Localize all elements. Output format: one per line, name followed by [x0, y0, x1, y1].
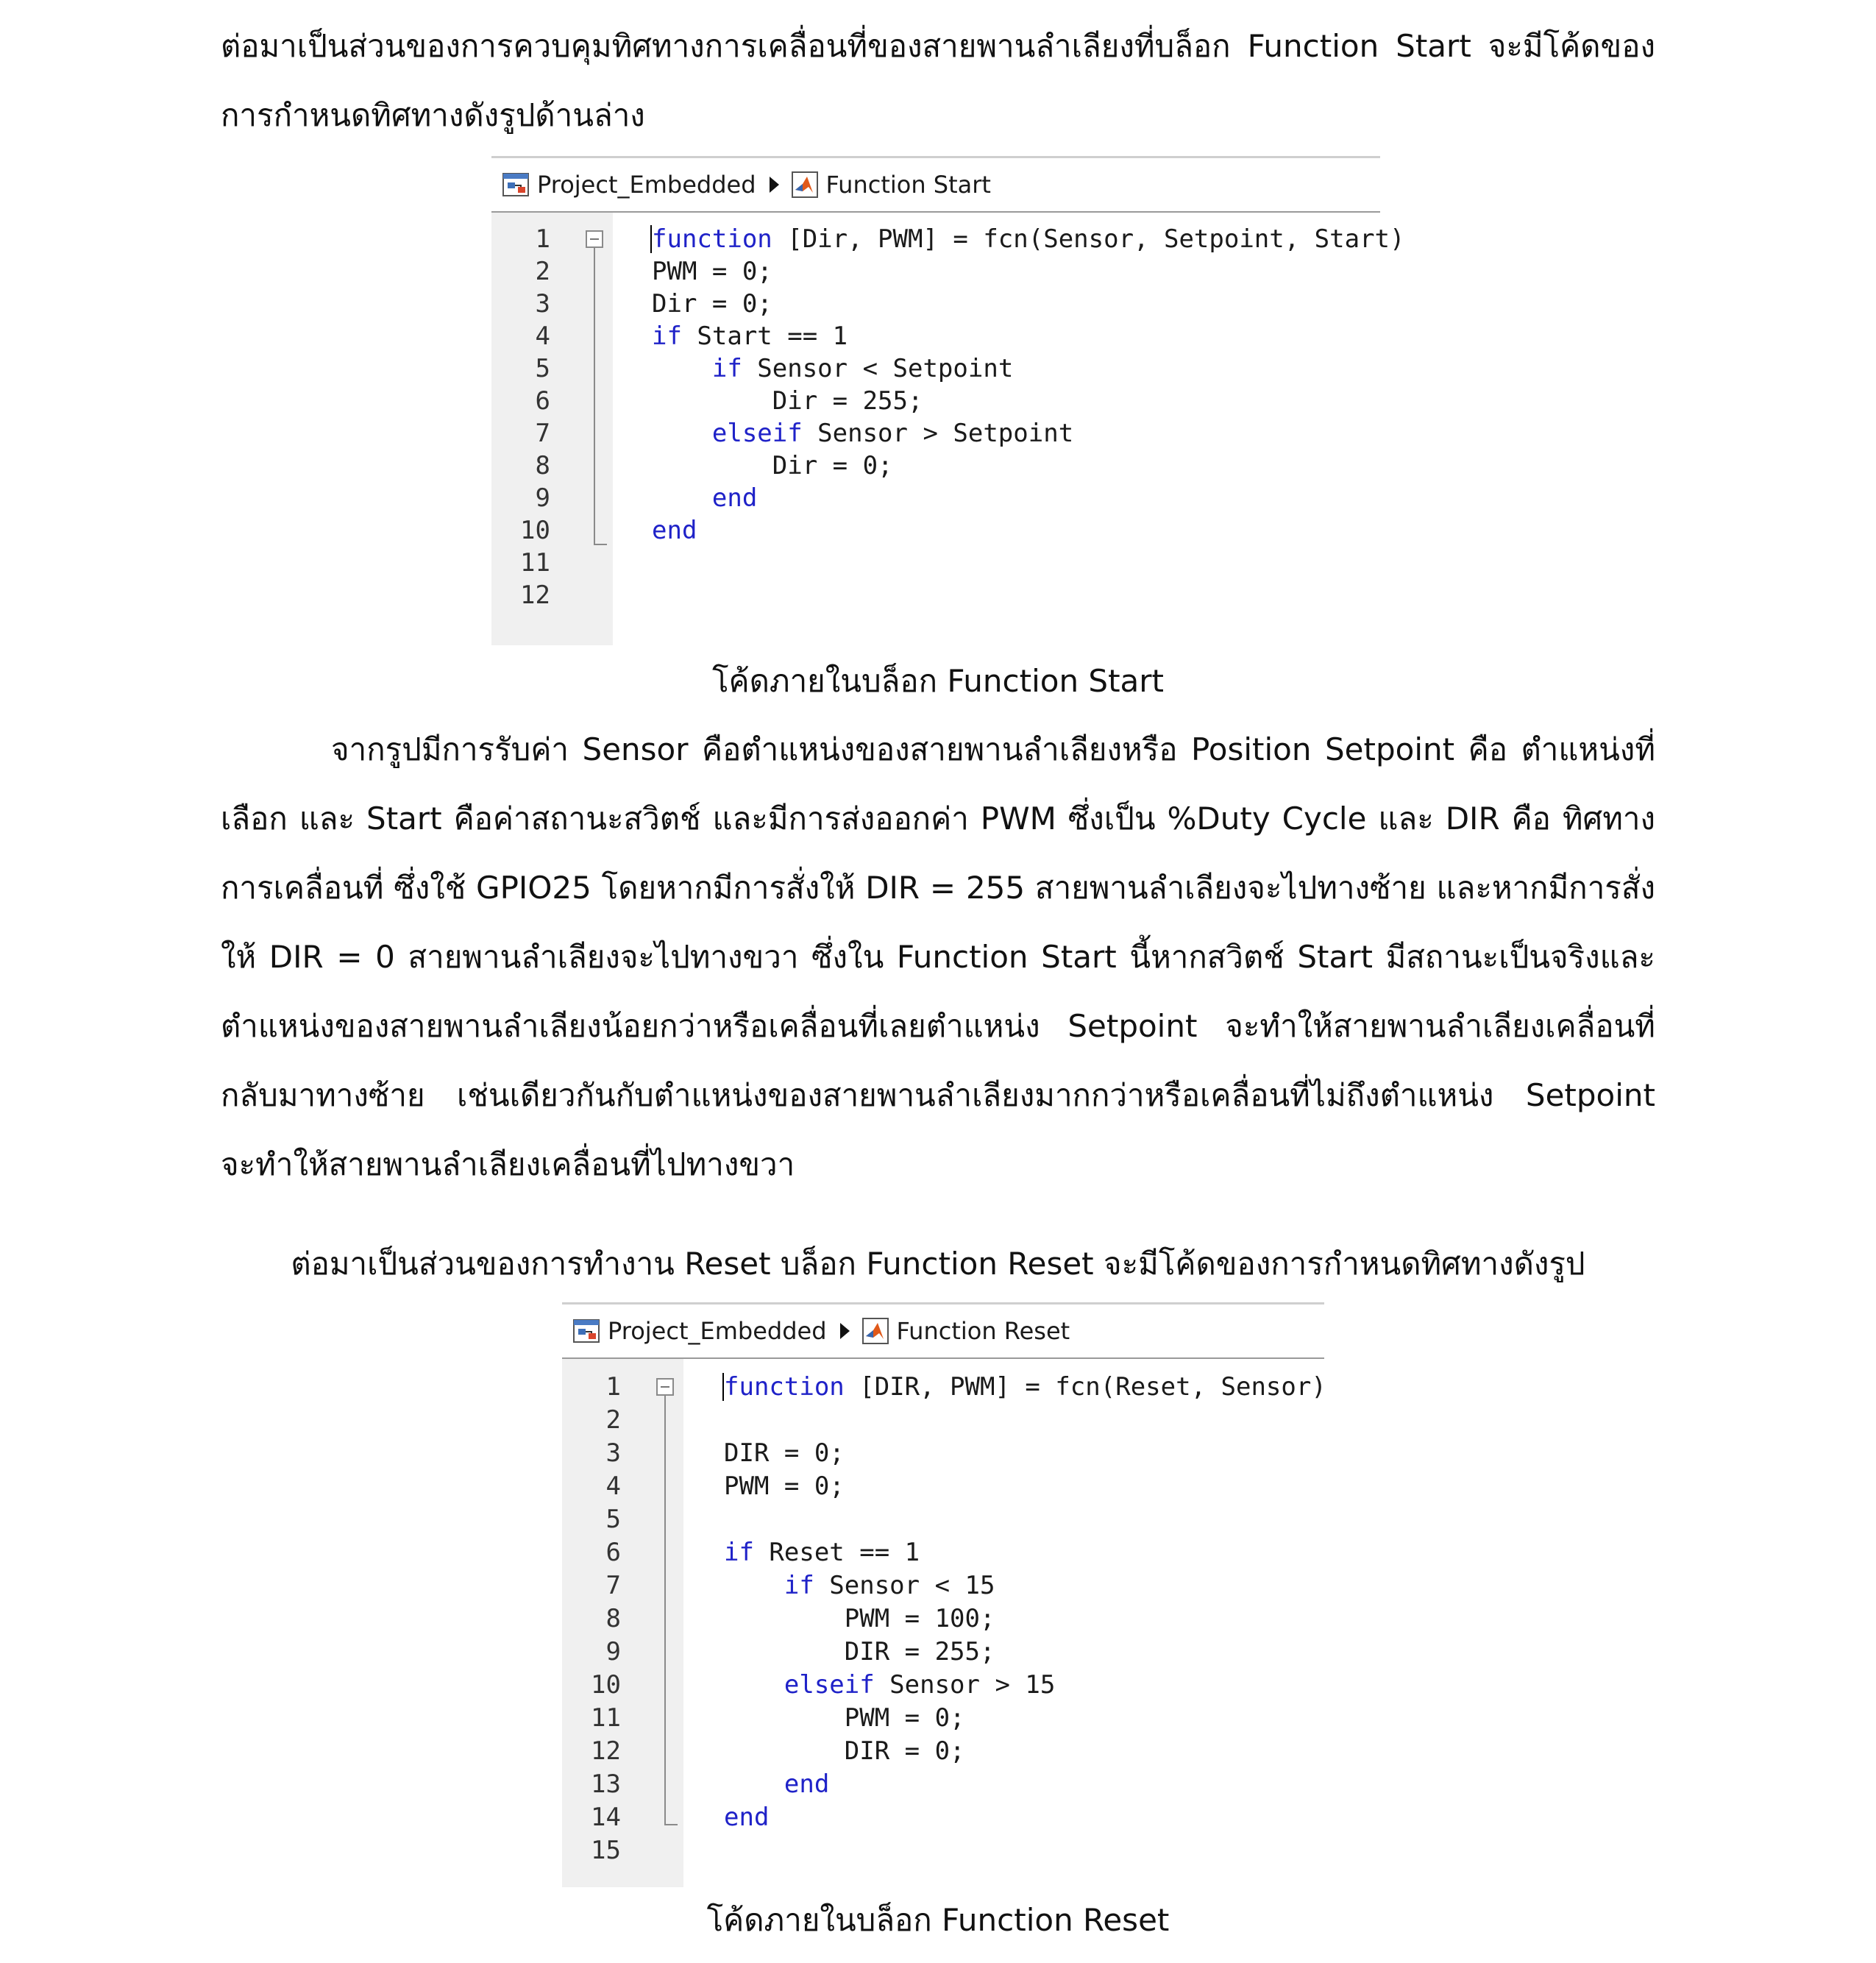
code-line[interactable] [562, 1569, 1324, 1602]
code-text [724, 1702, 965, 1734]
code-line[interactable] [491, 223, 1405, 255]
line-number: 7 [535, 419, 550, 448]
code-keyword: elseif [652, 419, 803, 448]
code-line[interactable] [491, 288, 1380, 320]
line-number: 3 [605, 1438, 621, 1468]
caption-function-reset: โค้ดภายในบล็อก Function Reset [706, 1902, 1170, 1938]
code-line[interactable] [562, 1801, 1324, 1834]
code-line[interactable] [562, 1669, 1324, 1701]
text-cursor [722, 1373, 724, 1401]
code-editor-function-start [491, 156, 1405, 645]
line-number: 1 [535, 224, 550, 254]
line-number: 5 [535, 354, 550, 383]
code-line[interactable] [491, 352, 1380, 385]
code-line[interactable] [491, 579, 1380, 611]
code-line[interactable] [562, 1834, 1324, 1867]
code-rest: DIR = 0; [724, 1438, 845, 1468]
breadcrumb-arrow-icon [770, 177, 779, 193]
code-keyword: end [724, 1769, 830, 1799]
code-area[interactable] [491, 213, 1405, 645]
code-keyword: end [724, 1803, 770, 1832]
breadcrumb-block-label: Function Reset [896, 1317, 1070, 1345]
code-keyword: if [724, 1538, 754, 1567]
code-text [652, 417, 1073, 450]
code-keyword: end [652, 516, 697, 545]
editor-breadcrumb [562, 1302, 1324, 1359]
code-line[interactable] [562, 1503, 1324, 1536]
code-keyword: function [724, 1372, 845, 1402]
code-line[interactable] [562, 1536, 1324, 1569]
line-number: 8 [535, 451, 550, 480]
line-number: 9 [605, 1637, 621, 1666]
code-line[interactable] [491, 514, 1380, 547]
line-number: 4 [535, 322, 550, 351]
code-rest: PWM = 0; [724, 1703, 965, 1733]
line-number: 7 [605, 1571, 621, 1600]
line-number: 13 [591, 1769, 621, 1799]
code-keyword: function [652, 224, 772, 254]
line-number: 2 [605, 1405, 621, 1435]
code-line[interactable] [491, 255, 1380, 288]
breadcrumb-project[interactable] [502, 171, 756, 199]
line-number: 6 [535, 386, 550, 416]
breadcrumb-project-label: Project_Embedded [608, 1317, 827, 1345]
code-line[interactable] [491, 320, 1380, 352]
reset-intro-paragraph: ต่อมาเป็นส่วนของการทำงาน Reset บล็อก Function Reset จะมีโค้ดของการกำหนดทิศทางดังรูป [291, 1246, 1585, 1282]
code-text [724, 1801, 769, 1834]
line-number: 10 [591, 1670, 621, 1700]
line-number: 8 [605, 1604, 621, 1633]
code-text [724, 1569, 995, 1602]
simulink-model-icon [572, 1317, 600, 1345]
line-number: 9 [535, 483, 550, 513]
code-area[interactable] [562, 1359, 1324, 1887]
line-number: 5 [605, 1505, 621, 1534]
code-rest: Dir = 255; [652, 386, 923, 416]
code-rest: DIR = 255; [724, 1637, 995, 1666]
code-text [652, 514, 697, 547]
line-number: 6 [605, 1538, 621, 1567]
caption-function-start: โค้ดภายในบล็อก Function Start [711, 663, 1165, 699]
code-keyword: if [652, 322, 682, 351]
code-text [652, 385, 923, 417]
code-line[interactable] [562, 1437, 1324, 1469]
code-rest: Dir = 0; [652, 289, 772, 319]
code-text [652, 320, 848, 352]
code-text [724, 1371, 1326, 1403]
code-keyword: if [724, 1571, 814, 1600]
code-rest: PWM = 0; [652, 257, 772, 286]
code-line[interactable] [562, 1371, 1324, 1403]
code-keyword: elseif [724, 1670, 875, 1700]
code-rest: DIR = 0; [724, 1736, 965, 1766]
code-text [724, 1636, 995, 1668]
line-number: 11 [591, 1703, 621, 1733]
code-text [652, 223, 1405, 255]
line-number: 1 [605, 1372, 621, 1402]
breadcrumb-block[interactable] [861, 1317, 1070, 1345]
line-number: 14 [591, 1803, 621, 1832]
code-line[interactable] [491, 450, 1380, 482]
explanation-paragraph: จากรูปมีการรับค่า Sensor คือตำแหน่งของสายพานลำเลียงหรือ Position Setpoint คือ ตำแหน่งที่เลือก และ Start คือค่าสถานะสวิตช์ และมีการส่งออกค่า PWM ซึ่งเป็น %Duty Cycle และ DIR คือ ทิศทางการเคลื่อนที่ ซึ่งใช้ GPIO25 โดยหากมีการสั่งให้ DIR = 255 สายพานลำเลียงจะไปทางซ้าย และหากมีการสั่งให้ DIR = 0 สายพานลำเลียงจะไปทางขวา ซึ่งใน Function Start นี้หากสวิตช์ Start มีสถานะเป็นจริงและตำแหน่งของสายพานลำเลียงน้อยกว่าหรือเคลื่อนที่เลยตำแหน่ง Setpoint จะทำให้สายพานลำเลียงเคลื่อนที่กลับมาทางซ้าย เช่นเดียวกันกับตำแหน่งของสายพานลำเลียงมากกว่าหรือเคลื่อนที่ไม่ถึงตำแหน่ง Setpoint จะทำให้สายพานลำเลียงเคลื่อนที่ไปทางขวา [221, 731, 1655, 1182]
line-number: 15 [591, 1836, 621, 1865]
code-line[interactable] [491, 547, 1380, 579]
simulink-model-icon [502, 171, 530, 199]
code-text [652, 288, 772, 320]
code-line[interactable] [491, 417, 1380, 450]
code-rest: PWM = 0; [724, 1472, 845, 1501]
code-keyword: end [652, 483, 758, 513]
code-editor-function-reset [562, 1302, 1324, 1887]
code-text [652, 450, 893, 482]
code-text [652, 352, 1013, 385]
code-rest: [Dir, PWM] = fcn(Sensor, Setpoint, Start) [772, 224, 1405, 254]
code-line[interactable] [562, 1470, 1324, 1502]
code-text [652, 255, 772, 288]
matlab-function-icon [861, 1317, 889, 1345]
line-number: 12 [591, 1736, 621, 1766]
code-line[interactable] [491, 385, 1380, 417]
line-number: 10 [520, 516, 550, 545]
code-rest: Reset == 1 [753, 1538, 920, 1567]
code-line[interactable] [491, 482, 1380, 514]
code-rest: Sensor < 15 [814, 1571, 995, 1600]
code-rest: Dir = 0; [652, 451, 893, 480]
breadcrumb-project-label: Project_Embedded [537, 171, 756, 199]
code-rest: Start == 1 [681, 322, 848, 351]
breadcrumb-block[interactable] [791, 171, 991, 199]
code-line[interactable] [562, 1702, 1324, 1734]
code-line[interactable] [562, 1735, 1324, 1767]
code-text [724, 1669, 1055, 1701]
code-line[interactable] [562, 1636, 1324, 1668]
code-rest: Sensor < Setpoint [742, 354, 1014, 383]
text-cursor [650, 225, 652, 253]
code-text [724, 1536, 920, 1569]
line-number: 3 [535, 289, 550, 319]
code-rest: PWM = 100; [724, 1604, 995, 1633]
line-number: 4 [605, 1472, 621, 1501]
editor-breadcrumb [491, 156, 1380, 213]
code-text [652, 482, 757, 514]
code-rest: [DIR, PWM] = fcn(Reset, Sensor) [844, 1372, 1326, 1402]
code-text [724, 1602, 995, 1635]
line-number: 12 [520, 581, 550, 610]
code-text [724, 1735, 965, 1767]
code-text [724, 1768, 829, 1800]
code-rest: Sensor > Setpoint [802, 419, 1074, 448]
code-text [724, 1470, 845, 1502]
code-rest: Sensor > 15 [874, 1670, 1056, 1700]
breadcrumb-arrow-icon [840, 1323, 850, 1339]
intro-paragraph: ต่อมาเป็นส่วนของการควบคุมทิศทางการเคลื่อนที่ของสายพานลำเลียงที่บล็อก Function Start จะมีโค้ดของการกำหนดทิศทางดังรูปด้านล่าง [221, 28, 1655, 133]
line-number: 11 [520, 548, 550, 578]
code-keyword: if [652, 354, 742, 383]
breadcrumb-block-label: Function Start [825, 171, 991, 199]
code-line[interactable] [562, 1768, 1324, 1800]
breadcrumb-project[interactable] [572, 1317, 827, 1345]
matlab-function-icon [791, 171, 819, 199]
code-line[interactable] [562, 1602, 1324, 1635]
line-number: 2 [535, 257, 550, 286]
code-line[interactable] [562, 1404, 1324, 1436]
code-text [724, 1437, 845, 1469]
